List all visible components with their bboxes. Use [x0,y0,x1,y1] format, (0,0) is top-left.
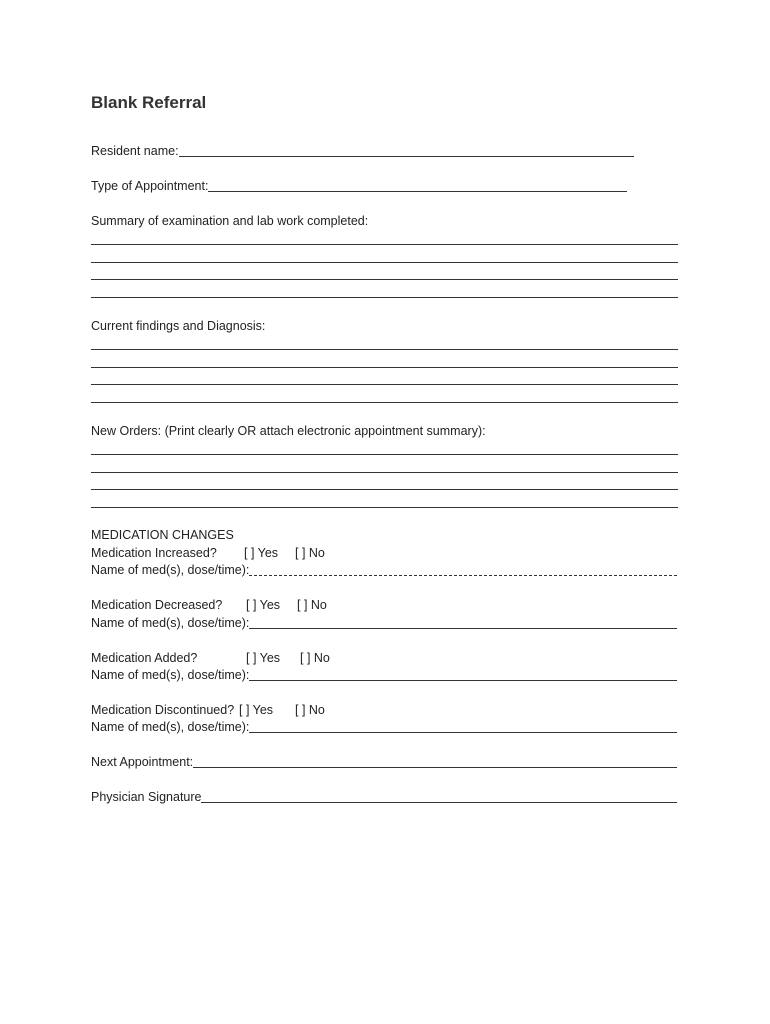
new-orders-line[interactable] [91,507,678,508]
resident-name-field[interactable] [179,156,634,157]
added-meds-field[interactable] [249,680,677,681]
new-orders-line[interactable] [91,454,678,455]
findings-line[interactable] [91,367,678,368]
medication-heading: MEDICATION CHANGES [91,528,234,542]
new-orders-label: New Orders: (Print clearly OR attach electronic appointment summary): [91,424,486,438]
added-meds-label: Name of med(s), dose/time): [91,668,250,682]
findings-label: Current findings and Diagnosis: [91,319,266,333]
increased-meds-field[interactable] [249,575,677,576]
discontinued-meds-field[interactable] [249,732,677,733]
medication-discontinued-question: Medication Discontinued? [91,703,235,717]
decreased-meds-row [91,616,677,631]
decreased-meds-field[interactable] [249,628,677,629]
new-orders-line[interactable] [91,472,678,473]
medication-decreased-question: Medication Decreased? [91,598,223,612]
increased-yes-checkbox[interactable]: [ ] Yes [244,546,279,560]
added-yes-checkbox[interactable]: [ ] Yes [246,651,281,665]
findings-line[interactable] [91,402,678,403]
medication-added-question: Medication Added? [91,651,198,665]
findings-line[interactable] [91,349,678,350]
summary-line[interactable] [91,262,678,263]
summary-line[interactable] [91,244,678,245]
physician-signature-label: Physician Signature [91,790,202,804]
increased-meds-row [91,563,677,578]
increased-meds-label: Name of med(s), dose/time): [91,563,250,577]
discontinued-yes-checkbox[interactable]: [ ] Yes [239,703,274,717]
next-appointment-field[interactable] [193,767,677,768]
appointment-type-label: Type of Appointment: [91,179,209,193]
new-orders-line[interactable] [91,489,678,490]
decreased-yes-checkbox[interactable]: [ ] Yes [246,598,281,612]
next-appointment-row [91,755,677,770]
summary-line[interactable] [91,297,678,298]
added-meds-row [91,668,677,683]
resident-name-label: Resident name: [91,144,179,158]
summary-label: Summary of examination and lab work completed: [91,214,369,228]
form-title: Blank Referral [91,93,207,112]
medication-increased-question: Medication Increased? [91,546,217,560]
appointment-type-field[interactable] [208,191,627,192]
decreased-meds-label: Name of med(s), dose/time): [91,616,250,630]
findings-line[interactable] [91,384,678,385]
resident-name-row [91,144,634,159]
physician-signature-field[interactable] [201,802,677,803]
decreased-no-checkbox[interactable]: [ ] No [297,598,327,612]
physician-signature-row [91,790,677,805]
added-no-checkbox[interactable]: [ ] No [300,651,330,665]
discontinued-meds-label: Name of med(s), dose/time): [91,720,250,734]
next-appointment-label: Next Appointment: [91,755,194,769]
appointment-type-row [91,179,627,194]
summary-line[interactable] [91,279,678,280]
discontinued-meds-row [91,720,677,735]
discontinued-no-checkbox[interactable]: [ ] No [295,703,325,717]
increased-no-checkbox[interactable]: [ ] No [295,546,325,560]
